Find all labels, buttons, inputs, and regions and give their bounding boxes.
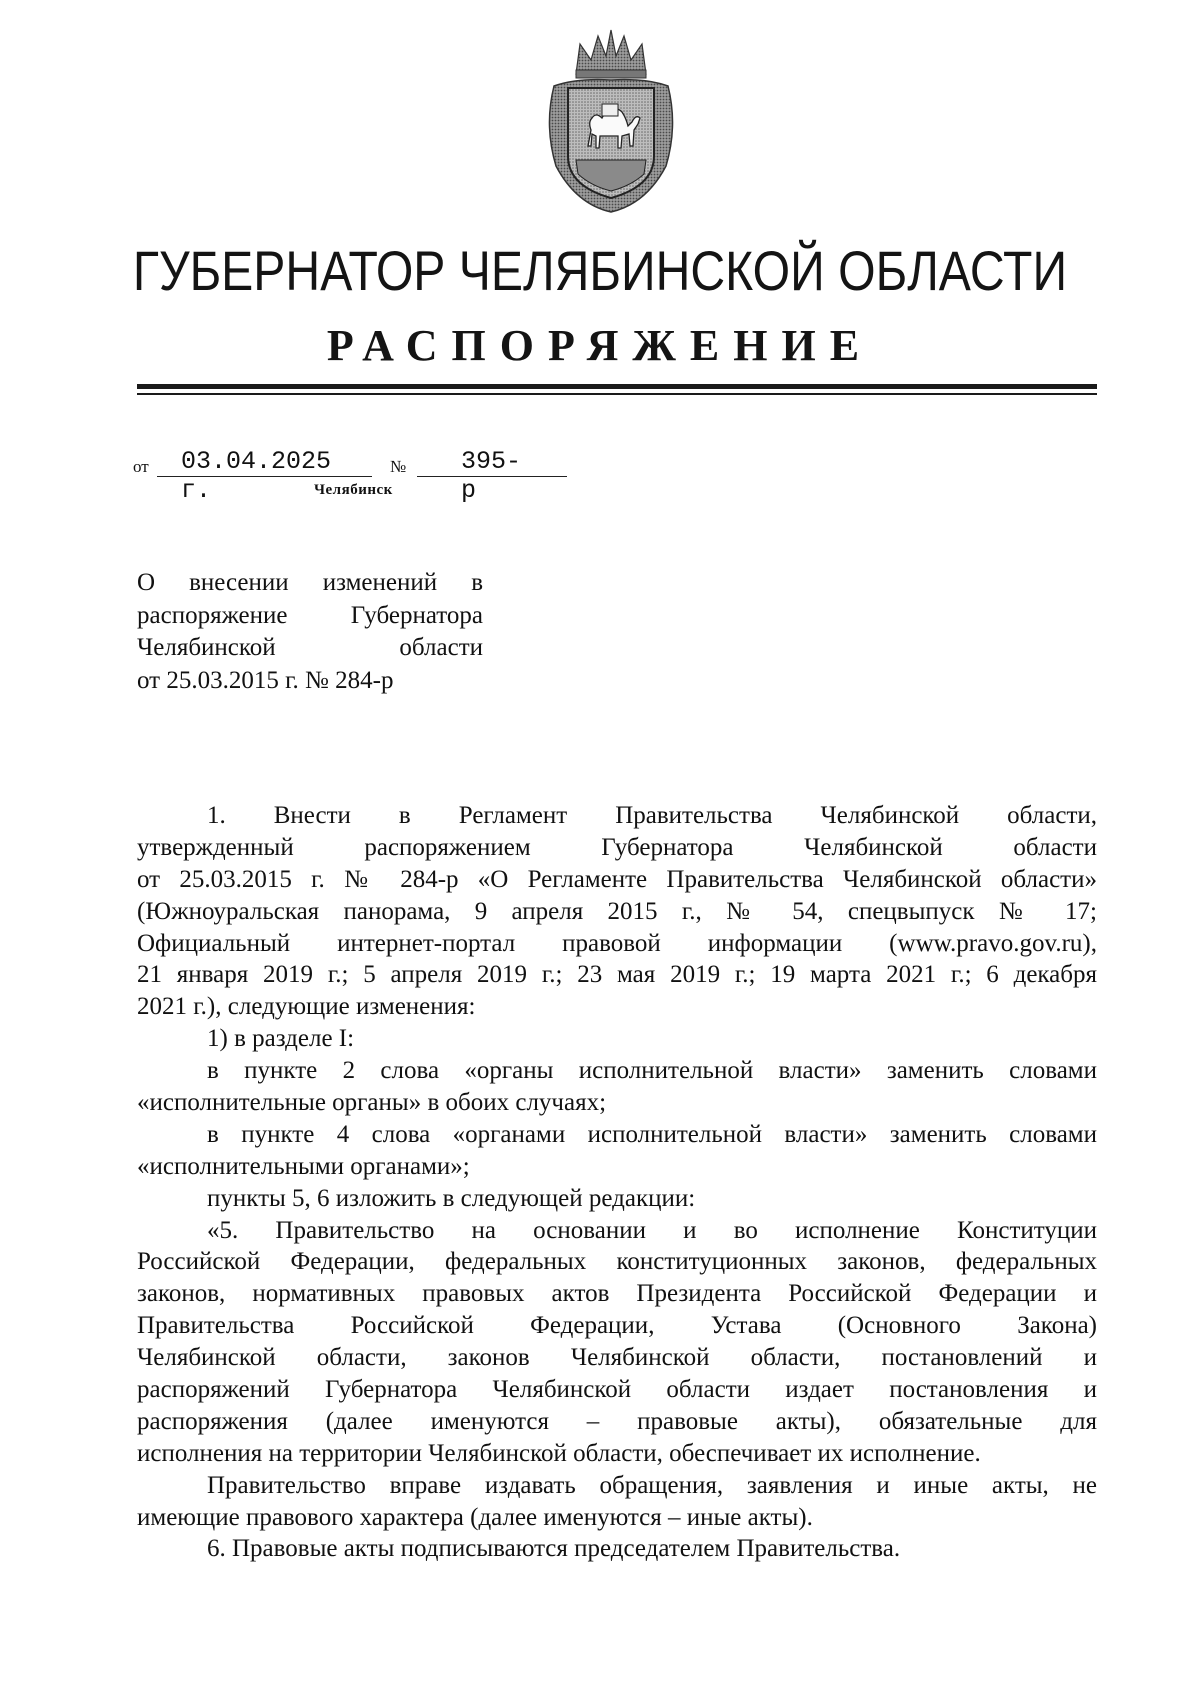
body-line: «исполнительные органы» в обоих случаях;: [137, 1089, 607, 1117]
body-line: (Южноуральская панорама, 9 апреля 2015 г., № 54, спецвыпуск № 17;: [137, 897, 1097, 925]
body-line: 2021 г.), следующие изменения:: [137, 993, 476, 1021]
subject-line: Челябинской области: [137, 634, 483, 662]
body-line: утвержденный распоряжением Губернатора Челябинской области: [137, 833, 1097, 861]
organization-title: ГУБЕРНАТОР ЧЕЛЯБИНСКОЙ ОБЛАСТИ: [132, 239, 1068, 302]
body-line: имеющие правового характера (далее именуются – иные акты).: [137, 1503, 813, 1531]
date-prefix-label: от: [133, 457, 149, 476]
header-divider-thick: [137, 384, 1097, 389]
chelyabinsk-coat-of-arms-icon: [536, 26, 686, 216]
body-line: Правительство вправе издавать обращения, заявления и иные акты, не: [207, 1471, 1097, 1499]
body-line: 1. Внести в Регламент Правительства Челябинской области,: [207, 802, 1097, 829]
document-number: 395-р: [461, 447, 522, 505]
body-line: «исполнительными органами»;: [137, 1152, 470, 1180]
subject-line: от 25.03.2015 г. № 284-р: [137, 667, 394, 695]
body-line: Российской Федерации, федеральных конституционных законов, федеральных: [137, 1248, 1097, 1276]
subject-line: распоряжение Губернатора: [137, 601, 483, 629]
document-body: [137, 800, 1097, 1565]
body-line: Челябинской области, законов Челябинской области, постановлений и: [137, 1344, 1097, 1372]
document-type-title: РАСПОРЯЖЕНИЕ: [326, 321, 874, 370]
subject-line: О внесении изменений в: [137, 569, 483, 596]
number-label: №: [390, 457, 407, 476]
document-city: Челябинск: [314, 482, 393, 498]
body-line: Официальный интернет-портал правовой информации (www.pravo.gov.ru),: [137, 929, 1097, 957]
document-date: 03.04.2025 г.: [181, 447, 332, 505]
body-line: Правительства Российской Федерации, Устава (Основного Закона): [137, 1312, 1097, 1340]
body-line: «5. Правительство на основании и во исполнение Конституции: [207, 1216, 1097, 1244]
body-line: распоряжений Губернатора Челябинской области издает постановления и: [137, 1376, 1097, 1404]
body-line: 1) в разделе I:: [207, 1025, 355, 1053]
header-divider-thin: [137, 393, 1097, 395]
body-line: 21 января 2019 г.; 5 апреля 2019 г.; 23 мая 2019 г.; 19 марта 2021 г.; 6 декабря: [137, 961, 1097, 989]
body-line: исполнения на территории Челябинской области, обеспечивает их исполнение.: [137, 1439, 981, 1467]
document-subject: [137, 567, 483, 698]
body-line: в пункте 4 слова «органами исполнительной власти» заменить словами: [207, 1120, 1097, 1148]
body-line: пункты 5, 6 изложить в следующей редакции:: [207, 1184, 696, 1212]
body-line: от 25.03.2015 г. № 284-р «О Регламенте Правительства Челябинской области»: [137, 865, 1097, 893]
body-line: законов, нормативных правовых актов Президента Российской Федерации и: [137, 1280, 1097, 1308]
body-line: 6. Правовые акты подписываются председателем Правительства.: [207, 1535, 901, 1563]
body-line: распоряжения (далее именуются – правовые акты), обязательные для: [137, 1407, 1097, 1435]
body-line: в пункте 2 слова «органы исполнительной власти» заменить словами: [207, 1057, 1097, 1085]
